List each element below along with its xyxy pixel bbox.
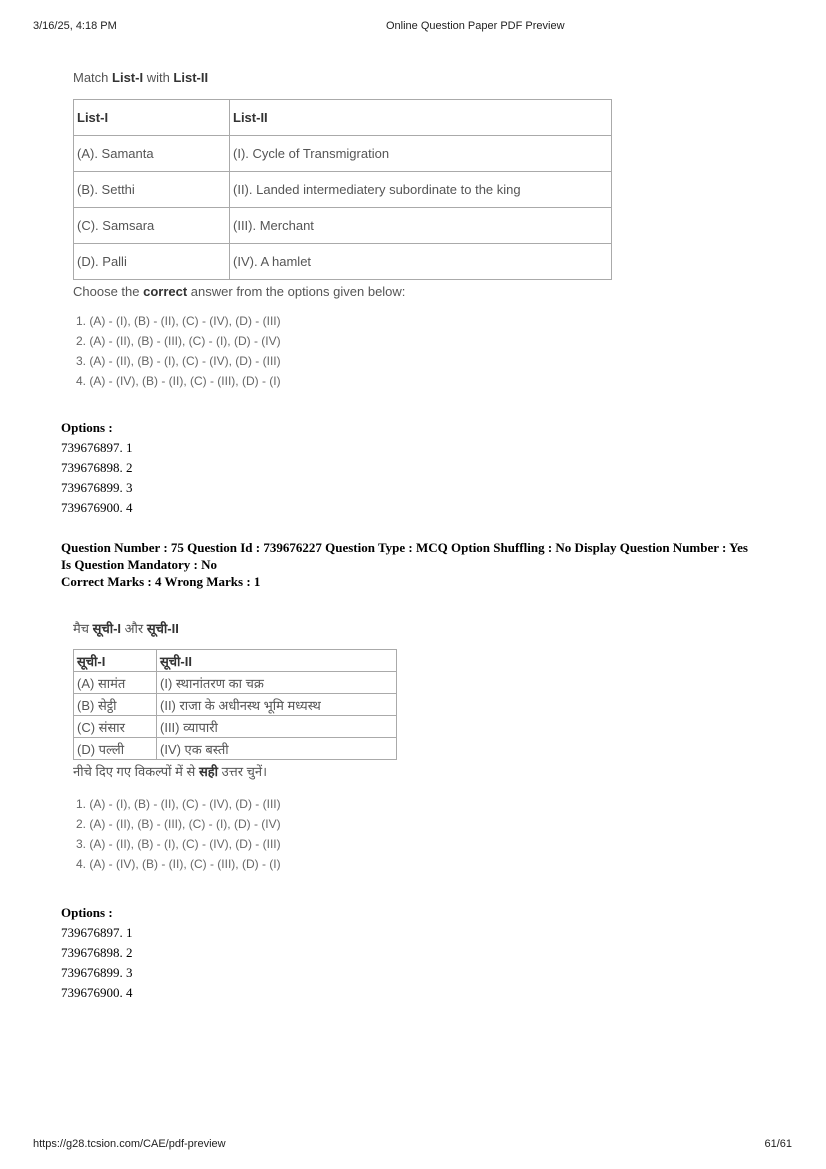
question-meta-line: Correct Marks : 4 Wrong Marks : 1 <box>61 574 261 589</box>
page-number: 61/61 <box>764 1138 792 1150</box>
option-id: 739676898. 2 <box>61 460 133 475</box>
table-cell: (C) संसार <box>74 716 157 738</box>
match-table <box>73 649 397 760</box>
table-row <box>74 136 612 172</box>
table-header-cell: सूची-II <box>157 650 397 672</box>
question-intro: मैच सूची-I और सूची-II <box>73 621 179 636</box>
table-cell: (II). Landed intermediatery subordinate to the king <box>230 172 612 208</box>
page-url: https://g28.tcsion.com/CAE/pdf-preview <box>33 1138 226 1150</box>
table-cell: (B). Setthi <box>74 172 230 208</box>
table-row <box>74 694 397 716</box>
table-cell: (III). Merchant <box>230 208 612 244</box>
question-meta-line: Is Question Mandatory : No <box>61 557 218 572</box>
table-cell: (I). Cycle of Transmigration <box>230 136 612 172</box>
answer-choice: 2. (A) - (II), (B) - (III), (C) - (I), (D) - (IV) <box>76 817 281 831</box>
answer-choice: 4. (A) - (IV), (B) - (II), (C) - (III), (D) - (I) <box>76 857 281 871</box>
table-row <box>74 672 397 694</box>
option-id: 739676898. 2 <box>61 945 133 960</box>
table-row <box>74 208 612 244</box>
match-table <box>73 99 612 280</box>
question-meta-line: Question Number : 75 Question Id : 739676227 Question Type : MCQ Option Shuffling : No Display Question Number : Yes <box>61 540 748 555</box>
table-row <box>74 100 612 136</box>
option-id: 739676900. 4 <box>61 985 133 1000</box>
option-id: 739676900. 4 <box>61 500 133 515</box>
table-row <box>74 172 612 208</box>
answer-choice: 3. (A) - (II), (B) - (I), (C) - (IV), (D) - (III) <box>76 837 281 851</box>
options-label: Options : <box>61 905 113 920</box>
option-id: 739676897. 1 <box>61 440 133 455</box>
options-label: Options : <box>61 420 113 435</box>
table-cell: (IV). A hamlet <box>230 244 612 280</box>
table-cell: (A). Samanta <box>74 136 230 172</box>
answer-choices <box>76 311 612 391</box>
answer-choice: 2. (A) - (II), (B) - (III), (C) - (I), (D) - (IV) <box>76 334 281 348</box>
print-datetime: 3/16/25, 4:18 PM <box>33 20 117 32</box>
question-image-english <box>73 70 612 391</box>
options-section <box>61 418 133 518</box>
table-header-cell: List-II <box>230 100 612 136</box>
table-cell: (B) सेट्ठी <box>74 694 157 716</box>
table-row <box>74 244 612 280</box>
question-image-hindi <box>73 619 397 874</box>
answer-choice: 1. (A) - (I), (B) - (II), (C) - (IV), (D) - (III) <box>76 797 281 811</box>
table-row <box>74 716 397 738</box>
table-cell: (A) सामंत <box>74 672 157 694</box>
table-cell: (I) स्थानांतरण का चक्र <box>157 672 397 694</box>
table-cell: (III) व्यापारी <box>157 716 397 738</box>
table-cell: (IV) एक बस्ती <box>157 738 397 760</box>
answer-choice: 3. (A) - (II), (B) - (I), (C) - (IV), (D) - (III) <box>76 354 281 368</box>
table-row <box>74 738 397 760</box>
table-cell: (D). Palli <box>74 244 230 280</box>
option-id: 739676899. 3 <box>61 480 133 495</box>
table-row <box>74 650 397 672</box>
choose-instruction: Choose the correct answer from the options given below: <box>73 284 406 299</box>
table-header-cell: List-I <box>74 100 230 136</box>
option-id: 739676897. 1 <box>61 925 133 940</box>
table-header-cell: सूची-I <box>74 650 157 672</box>
page-title: Online Question Paper PDF Preview <box>386 20 565 32</box>
table-cell: (C). Samsara <box>74 208 230 244</box>
answer-choice: 1. (A) - (I), (B) - (II), (C) - (IV), (D) - (III) <box>76 314 281 328</box>
table-cell: (D) पल्ली <box>74 738 157 760</box>
answer-choices <box>76 794 397 874</box>
option-id: 739676899. 3 <box>61 965 133 980</box>
question-intro: Match List-I with List-II <box>73 70 209 85</box>
options-section <box>61 903 133 1003</box>
table-cell: (II) राजा के अधीनस्थ भूमि मध्यस्थ <box>157 694 397 716</box>
answer-choice: 4. (A) - (IV), (B) - (II), (C) - (III), (D) - (I) <box>76 374 281 388</box>
question-meta <box>61 539 781 590</box>
choose-instruction: नीचे दिए गए विकल्पों में से सही उत्तर चुनें। <box>73 764 268 779</box>
